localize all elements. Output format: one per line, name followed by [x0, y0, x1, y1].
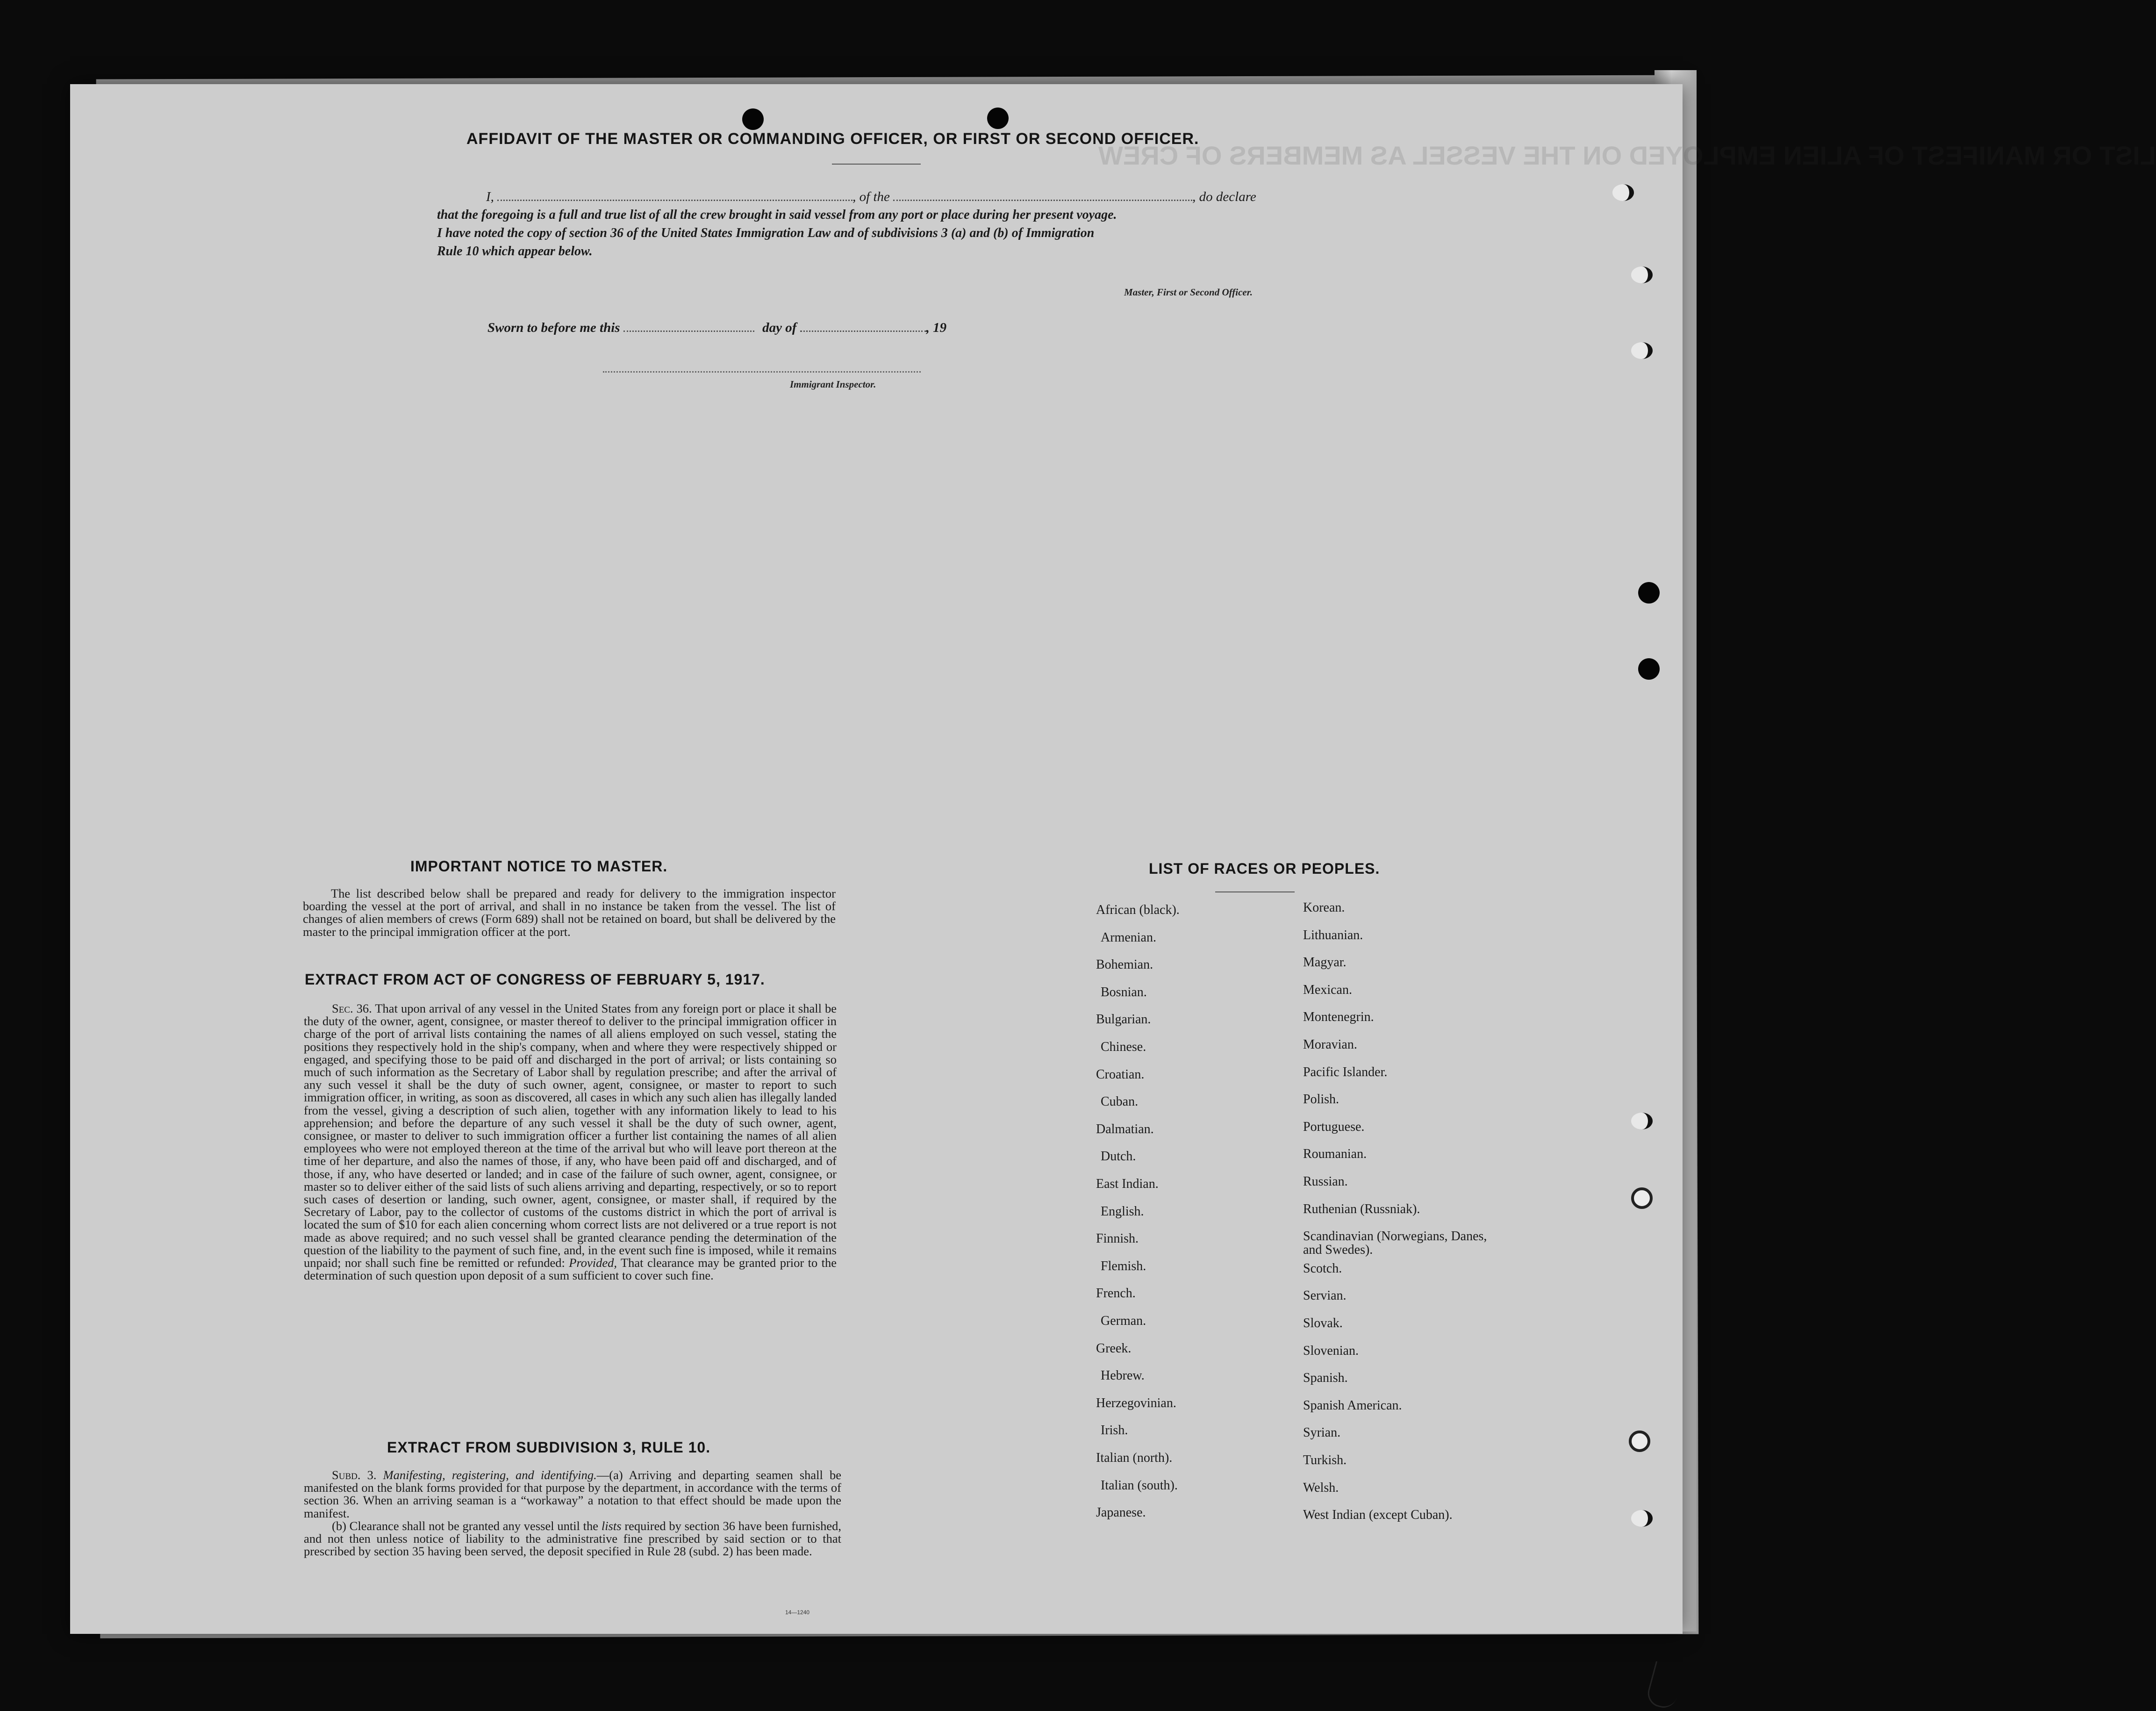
race-item: Moravian. — [1303, 1037, 1357, 1052]
punch-hole-right-1 — [1638, 582, 1660, 604]
binder-hole-5 — [1631, 1510, 1653, 1527]
master-caption: Master, First or Second Officer. — [1124, 287, 1253, 298]
race-item: Armenian. — [1101, 930, 1156, 945]
sec-label: Sec. 36. — [332, 1001, 372, 1015]
race-item: Lithuanian. — [1303, 927, 1363, 942]
race-item: Finnish. — [1096, 1231, 1139, 1246]
race-item: Montenegrin. — [1303, 1010, 1374, 1025]
race-item: Italian (north). — [1096, 1451, 1173, 1465]
race-item: Servian. — [1303, 1288, 1347, 1303]
race-item: Mexican. — [1303, 982, 1352, 997]
do-declare-label: , do declare — [1192, 189, 1256, 204]
inspector-caption: Immigrant Inspector. — [790, 379, 876, 390]
race-item: West Indian (except Cuban). — [1303, 1508, 1453, 1523]
document-page — [70, 84, 2156, 1634]
race-item: Portuguese. — [1303, 1119, 1365, 1134]
race-item: Herzegovinian. — [1096, 1395, 1176, 1410]
race-item: Korean. — [1303, 900, 1345, 915]
race-item: Magyar. — [1303, 955, 1347, 970]
race-item: French. — [1096, 1286, 1136, 1301]
provided-label: Provided, — [569, 1256, 617, 1270]
day-field[interactable] — [623, 331, 754, 332]
race-item: Hebrew. — [1101, 1368, 1145, 1383]
sec36-text: That upon arrival of any vessel in the United States from any foreign port or place it shall be the duty of the owner, agent, consignee, or master thereof to deliver to the principal immigration officer in charge of the port of arrival lists containing the names of all aliens employed on such vessel, stating the positions they respectively hold in the ship's company, when and where they were respectively shipped or engaged, and specifying those to be paid off and discharged in the port of arrival; or lists containing so much of such information as the Secretary of Labor shall by regulation prescribe; and after the arrival of any such vessel it shall be the duty of such owner, agent, consignee, or master to report to such immigration officer, in writing, as soon as discovered, all cases in which any such alien has illegally landed from the vessel, giving a description of such alien, together with any information likely to lead to his apprehension; and before the departure of any such vessel it shall be the duty of such owner, agent, consignee, or master to deliver to such immigration officer a further list containing the names of all alien employees who were not employed thereon at the time of the arrival but who will leave port thereon at the time of her departure, and also the names of those, if any, who have been paid off and discharged, and of those, if any, who have deserted or landed; and in case of the failure of such owner, agent, consignee, or master so to deliver either of the said lists of such aliens arriving and departing, respectively, or so to report such cases of desertion or landing, such owner, agent, consignee, or master shall, if required by the Secretary of Labor, pay to the collector of customs of the customs district in which the port of arrival is located the sum of $10 for each alien concerning whom correct lists are not delivered or a true report is not made as above required; and no such vessel shall be granted clearance pending the determination of the question of the liability to the payment of such fine, and, in the event such fine is imposed, while it remains unpaid; nor shall such fine be remitted or refunded: — [304, 1001, 837, 1270]
race-item: Pacific Islander. — [1303, 1064, 1388, 1079]
race-item: Flemish. — [1101, 1258, 1146, 1273]
race-item: Scandinavian (Norwegians, Danes, and Swedes). — [1303, 1229, 1487, 1258]
subd-label: Subd. 3. — [332, 1468, 377, 1482]
i-label: I, — [486, 189, 494, 204]
race-item: Bosnian. — [1101, 985, 1147, 999]
race-item: Slovenian. — [1303, 1343, 1359, 1358]
race-item: Cuban. — [1101, 1094, 1139, 1109]
binder-hole-2 — [1631, 266, 1653, 283]
day-of-label: day of — [762, 320, 797, 335]
punch-hole-top-left — [742, 108, 764, 130]
binder-hole-1 — [1612, 184, 1634, 201]
race-item: Bulgarian. — [1096, 1012, 1151, 1027]
race-item: Ruthenian (Russniak). — [1303, 1201, 1420, 1216]
race-item: Bohemian. — [1096, 957, 1153, 972]
race-item: Japanese. — [1096, 1505, 1146, 1520]
sec36-text-end: That clearance may be granted prior to the determination of such question upon deposit of a sum sufficient to cover such fine. — [304, 1256, 837, 1283]
handwritten-mark — [1645, 1661, 1684, 1711]
race-item: Slovak. — [1303, 1316, 1343, 1330]
race-item: Chinese. — [1101, 1040, 1146, 1054]
extract-act-title: EXTRACT FROM ACT OF CONGRESS OF FEBRUARY 5, 1917. — [305, 971, 765, 988]
race-item: German. — [1101, 1314, 1146, 1328]
race-item: Italian (south). — [1101, 1478, 1178, 1493]
inspector-signature-line — [603, 371, 921, 373]
punch-hole-right-2 — [1638, 658, 1660, 680]
races-title: LIST OF RACES OR PEOPLES. — [1149, 860, 1380, 877]
year-label: , 19 — [926, 320, 947, 335]
binder-ring-2 — [1629, 1431, 1650, 1452]
notice-title: IMPORTANT NOTICE TO MASTER. — [410, 858, 668, 875]
vessel-field[interactable] — [893, 200, 1192, 201]
notice-text — [303, 887, 836, 938]
race-item: Scotch. — [1303, 1261, 1342, 1276]
race-item: East Indian. — [1096, 1177, 1159, 1191]
race-item: Turkish. — [1303, 1453, 1347, 1467]
extract-rule-text — [304, 1469, 841, 1558]
race-item: Polish. — [1303, 1092, 1339, 1107]
race-item: Spanish American. — [1303, 1398, 1402, 1413]
affidavit-line-1 — [486, 189, 1256, 205]
race-item: Spanish. — [1303, 1371, 1348, 1386]
races-title-rule — [1215, 891, 1295, 892]
notice-paragraph: The list described below shall be prepared and ready for delivery to the immigration inspector boarding the vessel at the port of arrival, and shall in no instance be taken from the vessel. The list of changes of alien members of crews (Form 689) shall not be retained on board, but shall be delivered by the master to the principal immigration officer at the port. — [303, 886, 836, 939]
subd-para-b-rest: required by section 36 have been furnished, and not then unless notice of liability to the administrative fine prescribed by said section or to that prescribed by section 35 having been served, the deposit specified in Rule 28 (subd. 2) has been made. — [304, 1518, 841, 1559]
month-field[interactable] — [800, 331, 926, 332]
race-item: Greek. — [1096, 1341, 1132, 1356]
sworn-line — [487, 320, 946, 336]
punch-hole-top-right — [987, 108, 1009, 129]
affidavit-title: AFFIDAVIT OF THE MASTER OR COMMANDING OFFICER, OR FIRST OR SECOND OFFICER. — [466, 130, 1199, 148]
extract-rule-title: EXTRACT FROM SUBDIVISION 3, RULE 10. — [387, 1439, 711, 1456]
name-field[interactable] — [497, 200, 852, 201]
binder-ring-1 — [1631, 1187, 1653, 1209]
race-item: Dalmatian. — [1096, 1121, 1154, 1136]
affidavit-line-4 — [437, 244, 593, 259]
race-item: Dutch. — [1101, 1149, 1136, 1164]
extract-act-text — [304, 1002, 837, 1282]
form-number: 14—1240 — [785, 1609, 810, 1616]
subd-para-a: —(a) Arriving and departing seamen shall be manifested on the blank forms provided for that purpose by the department, in accordance with the terms of section 36. When an arriving seaman is a “workaway” a notation to that effect should be made upon the manifest. — [304, 1468, 841, 1520]
race-item: English. — [1101, 1204, 1144, 1219]
subd-para-b-start: (b) Clearance shall not be granted any vessel until the — [332, 1518, 599, 1533]
sworn-label: Sworn to before me this — [487, 320, 620, 335]
of-the-label: , of the — [852, 189, 890, 204]
race-item: Syrian. — [1303, 1425, 1341, 1440]
subd-para-b-lists: lists — [601, 1518, 622, 1533]
race-item: Croatian. — [1096, 1067, 1145, 1082]
race-item: Irish. — [1101, 1423, 1128, 1438]
affidavit-line-3: I have noted the copy of section 36 of the United States Immigration Law and of subdivisions 3 (a) and (b) of Immigration — [437, 226, 1095, 240]
affidavit-title-rule — [832, 164, 921, 165]
bleed-through: LIST OR MANIFEST OF ALIEN EMPLOYED ON THE VESSEL AS MEMBERS OF CREW — [1098, 141, 2156, 170]
race-item: Russian. — [1303, 1174, 1348, 1189]
race-item: African (black). — [1096, 903, 1180, 917]
affidavit-line-4-text: Rule 10 which appear below. — [437, 244, 593, 259]
subd-heading: Manifesting, registering, and identifying. — [383, 1468, 597, 1482]
binder-hole-4 — [1631, 1113, 1653, 1129]
race-item: Welsh. — [1303, 1480, 1339, 1495]
binder-hole-3 — [1631, 342, 1653, 359]
affidavit-line-2: that the foregoing is a full and true list of all the crew brought in said vessel from any port or place during her present voyage. — [437, 208, 1117, 222]
race-item: Roumanian. — [1303, 1147, 1367, 1162]
